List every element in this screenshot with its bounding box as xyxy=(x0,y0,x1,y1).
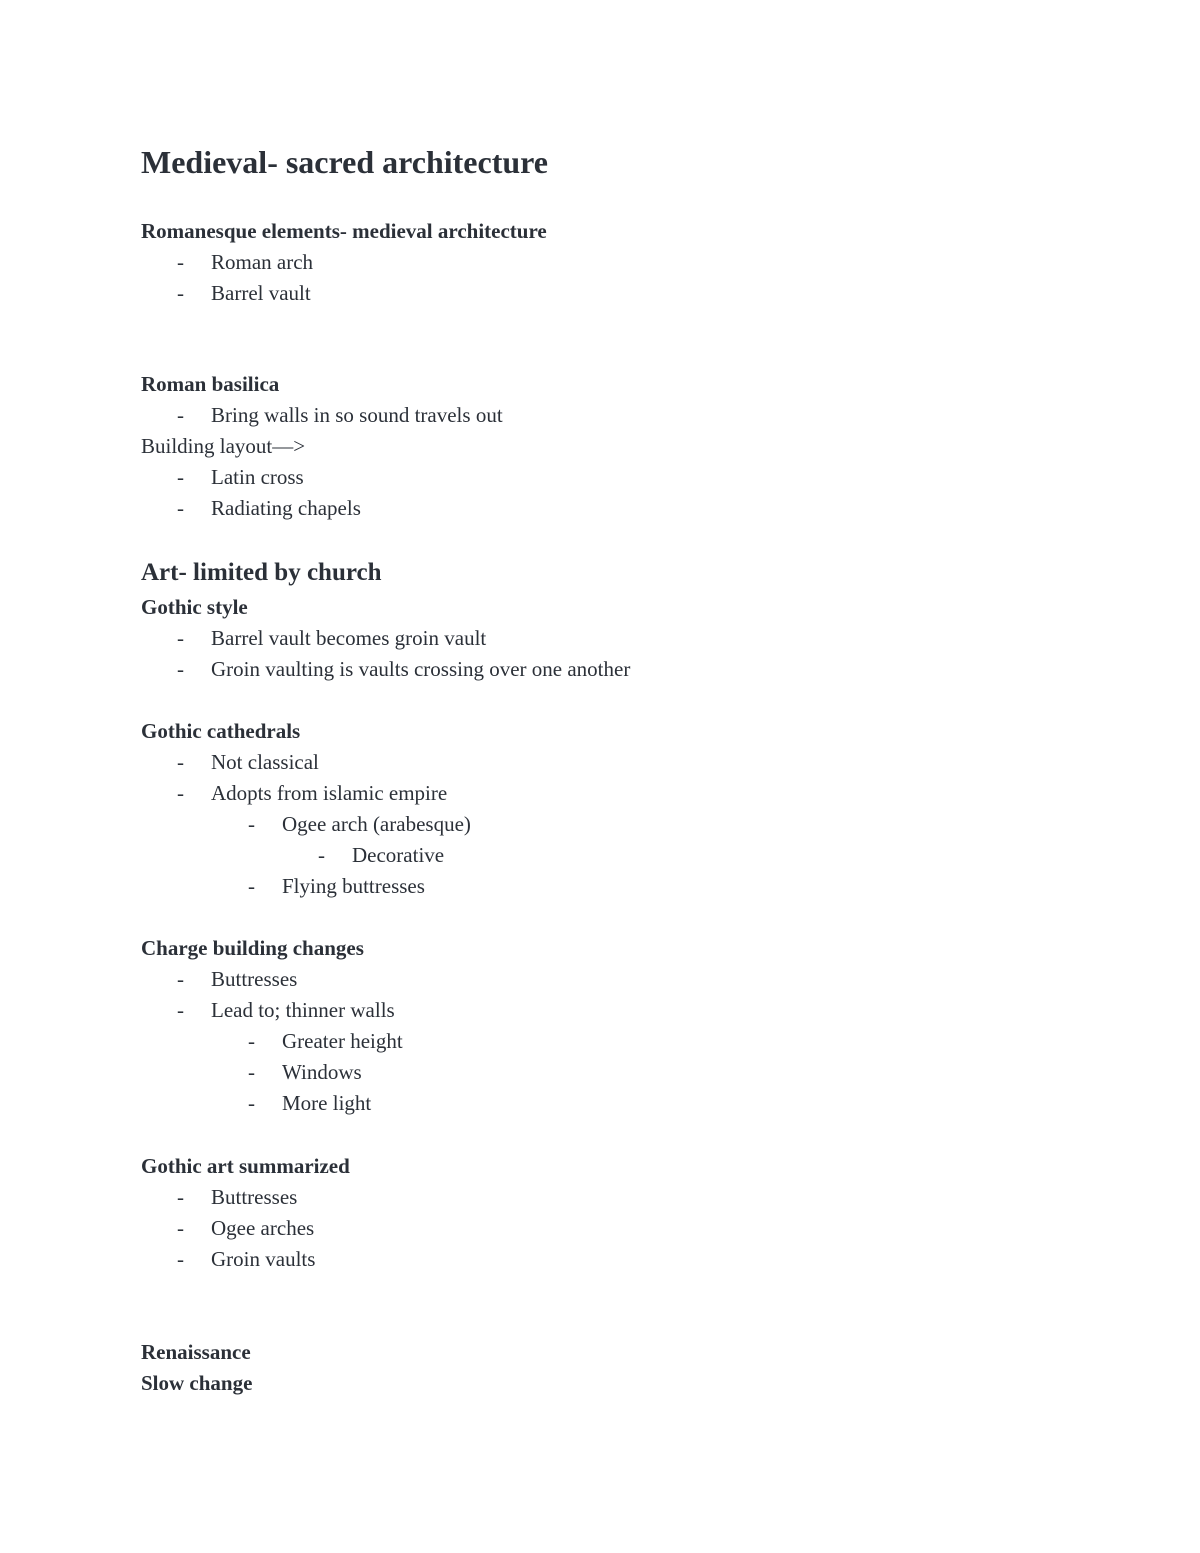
list-item-text: Barrel vault becomes groin vault xyxy=(211,626,487,650)
section-heading-gothic-style: Gothic style xyxy=(141,595,248,619)
section-heading-romanesque: Romanesque elements- medieval architecture xyxy=(141,219,547,243)
bullet-dash: - xyxy=(318,843,325,867)
bullet-dash: - xyxy=(177,781,184,805)
bullet-dash: - xyxy=(248,1029,255,1053)
list-item-text: More light xyxy=(282,1091,372,1115)
bullet-dash: - xyxy=(177,496,184,520)
list-item-text: Latin cross xyxy=(211,465,304,489)
list-item-text: Groin vaults xyxy=(211,1247,316,1271)
bullet-dash: - xyxy=(177,626,184,650)
section-heading-summary: Gothic art summarized xyxy=(141,1154,350,1178)
list-item-text: Ogee arch (arabesque) xyxy=(282,812,471,836)
list-item-text: Flying buttresses xyxy=(282,874,425,898)
bullet-dash: - xyxy=(248,812,255,836)
list-item-text: Windows xyxy=(282,1060,362,1084)
list-item-text: Adopts from islamic empire xyxy=(211,781,448,805)
list-item-text: Ogee arches xyxy=(211,1216,315,1240)
subheading-slow-change: Slow change xyxy=(141,1371,253,1395)
list-item-text: Buttresses xyxy=(211,1185,298,1209)
section-heading-gothic-cathedrals: Gothic cathedrals xyxy=(141,719,301,743)
section-heading-art: Art- limited by church xyxy=(141,559,382,586)
bullet-dash: - xyxy=(177,1185,184,1209)
page-title: Medieval- sacred architecture xyxy=(141,144,548,180)
list-item-text: Buttresses xyxy=(211,967,298,991)
bullet-dash: - xyxy=(248,1091,255,1115)
bullet-dash: - xyxy=(177,281,184,305)
list-item-text: Greater height xyxy=(282,1029,403,1053)
list-item-text: Barrel vault xyxy=(211,281,311,305)
section-heading-renaissance: Renaissance xyxy=(141,1340,251,1364)
bullet-dash: - xyxy=(177,403,184,427)
section-heading-charge: Charge building changes xyxy=(141,936,364,960)
bullet-dash: - xyxy=(177,657,184,681)
bullet-dash: - xyxy=(177,998,184,1022)
bullet-dash: - xyxy=(177,967,184,991)
bullet-dash: - xyxy=(177,1216,184,1240)
bullet-dash: - xyxy=(177,1247,184,1271)
bullet-dash: - xyxy=(177,250,184,274)
list-item-text: Roman arch xyxy=(211,250,314,274)
bullet-dash: - xyxy=(248,1060,255,1084)
building-layout-label: Building layout—> xyxy=(141,434,306,458)
list-item-text: Lead to; thinner walls xyxy=(211,998,395,1022)
list-item-text: Decorative xyxy=(352,843,445,867)
bullet-dash: - xyxy=(248,874,255,898)
bullet-dash: - xyxy=(177,750,184,774)
list-item-text: Not classical xyxy=(211,750,319,774)
list-item-text: Bring walls in so sound travels out xyxy=(211,403,503,427)
section-heading-basilica: Roman basilica xyxy=(141,372,280,396)
list-item-text: Radiating chapels xyxy=(211,496,361,520)
list-item-text: Groin vaulting is vaults crossing over one another xyxy=(211,657,631,681)
bullet-dash: - xyxy=(177,465,184,489)
